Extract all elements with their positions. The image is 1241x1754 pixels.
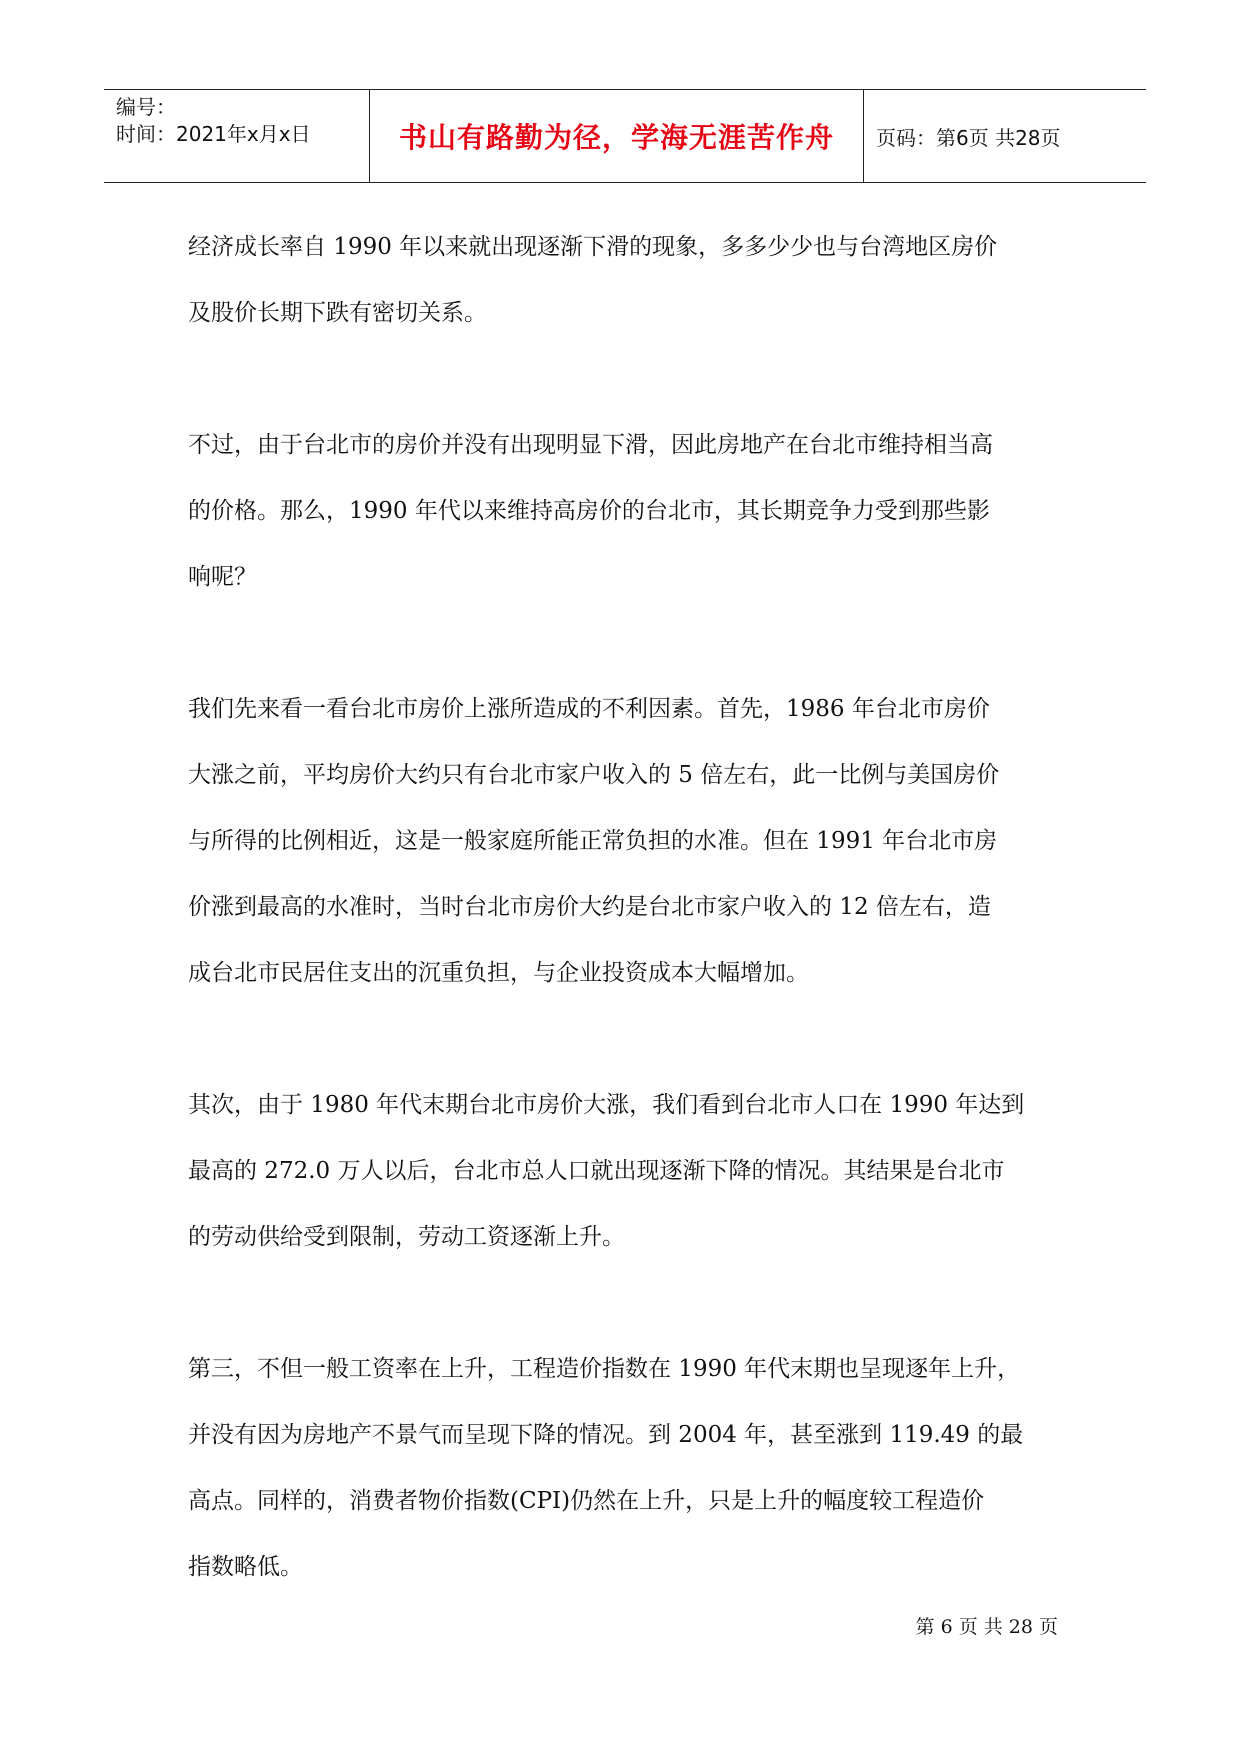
page-footer: 第 6 页 共 28 页: [915, 1616, 1058, 1638]
text-line: 的劳动供给受到限制，劳动工资逐渐上升。: [188, 1224, 625, 1250]
text-line: 其次，由于 1980 年代末期台北市房价大涨，我们看到台北市人口在 1990 年达到: [188, 1092, 1025, 1118]
paragraph: [188, 214, 1058, 346]
text-line: 第三，不但一般工资率在上升，工程造价指数在 1990 年代末期也呈现逐年上升，: [188, 1356, 1021, 1382]
text-line: 价涨到最高的水准时，当时台北市房价大约是台北市家户收入的 12 倍左右，造: [188, 894, 991, 920]
paragraph: [188, 1336, 1058, 1600]
motto-text: 书山有路勤为径，学海无涯苦作舟: [398, 121, 834, 154]
text-line: 与所得的比例相近，这是一般家庭所能正常负担的水准。但在 1991 年台北市房: [188, 828, 998, 854]
number-label: 编号：: [116, 95, 176, 119]
text-line: 高点。同样的，消费者物价指数(CPI)仍然在上升，只是上升的幅度较工程造价: [188, 1488, 985, 1514]
header-info-cell: [104, 90, 370, 182]
text-line: 大涨之前，平均房价大约只有台北市家户收入的 5 倍左右，此一比例与美国房价: [188, 762, 1000, 788]
text-line: 经济成长率自 1990 年以来就出现逐渐下滑的现象，多多少少也与台湾地区房价: [188, 234, 998, 260]
text-line: 成台北市民居住支出的沉重负担，与企业投资成本大幅增加。: [188, 960, 809, 986]
text-line: 的价格。那么，1990 年代以来维持高房价的台北市，其长期竞争力受到那些影: [188, 498, 990, 524]
header-motto-cell: [370, 90, 864, 182]
text-line: 最高的 272.0 万人以后，台北市总人口就出现逐渐下降的情况。其结果是台北市: [188, 1158, 1005, 1184]
paragraph: [188, 676, 1058, 1006]
paragraph: [188, 1072, 1058, 1270]
header-page-cell: [864, 90, 1146, 182]
header-page-info: 页码：第6页 共28页: [876, 125, 1061, 150]
page-header: [104, 89, 1146, 183]
text-line: 不过，由于台北市的房价并没有出现明显下滑，因此房地产在台北市维持相当高: [188, 432, 993, 458]
text-line: 我们先来看一看台北市房价上涨所造成的不利因素。首先，1986 年台北市房价: [188, 696, 990, 722]
text-line: 及股价长期下跌有密切关系。: [188, 300, 487, 326]
text-line: 指数略低。: [188, 1554, 303, 1580]
document-body: [188, 214, 1058, 1600]
time-label: 时间：2021年x月x日: [116, 122, 311, 146]
text-line: 并没有因为房地产不景气而呈现下降的情况。到 2004 年，甚至涨到 119.49 的最: [188, 1422, 1024, 1448]
text-line: 响呢？: [188, 564, 257, 590]
paragraph: [188, 412, 1058, 610]
